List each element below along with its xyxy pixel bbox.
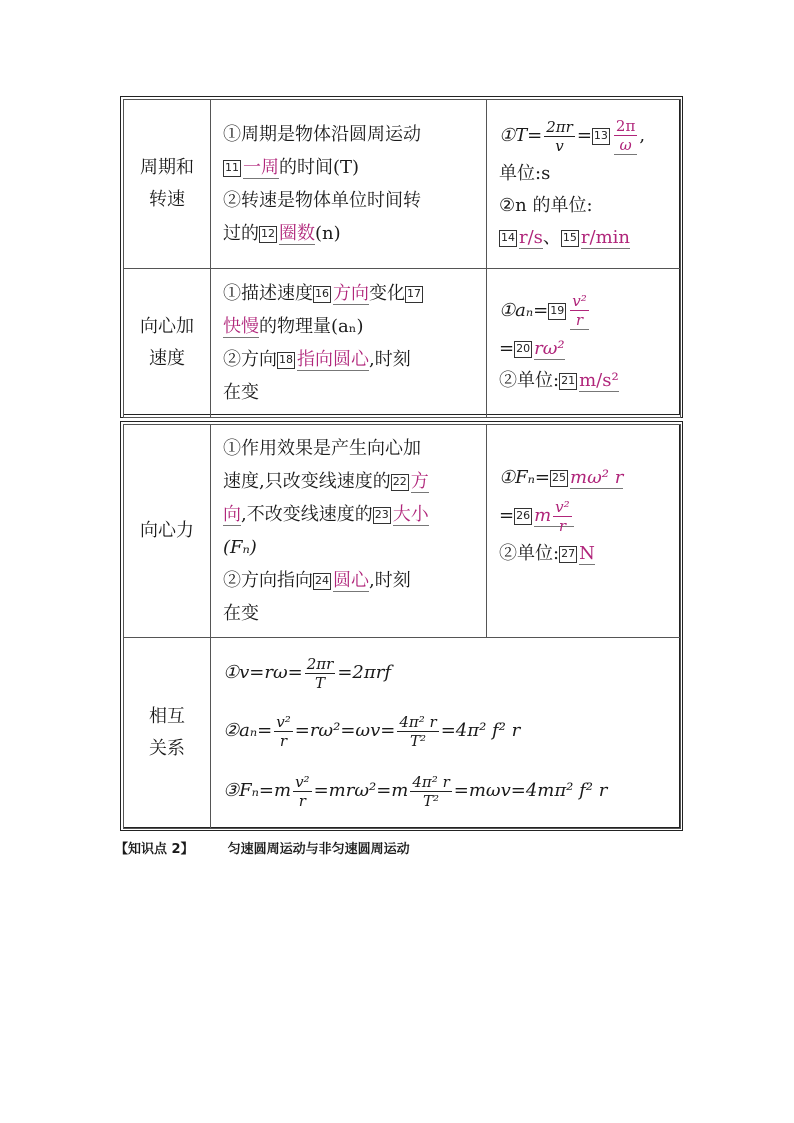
label-line: 转速 (149, 189, 185, 210)
row-description (211, 100, 487, 269)
blank-number: 20 (514, 341, 532, 358)
section-title: 匀速圆周运动与非匀速圆周运动 (227, 842, 410, 857)
formula-text: = (499, 338, 515, 359)
answer-blank: r/min (580, 227, 630, 248)
row-formula (487, 269, 681, 418)
blank-number: 26 (514, 508, 532, 525)
desc-line (223, 217, 478, 250)
label-line: 向心加 (140, 316, 194, 337)
fraction (553, 498, 572, 535)
answer-blank: 大小 (392, 504, 429, 525)
formula-line (499, 333, 672, 365)
answer-blank (534, 497, 574, 535)
row-label-period (124, 100, 211, 269)
answer-blank: 圆心 (333, 570, 369, 591)
answer-blank: 快慢 (223, 316, 259, 337)
formula-text: =4π² f² r (440, 720, 521, 741)
answer-blank: 向 (223, 504, 241, 525)
answer-blank: 一周 (243, 157, 279, 178)
blank-number: 14 (499, 230, 517, 247)
desc-text: ①描述速度 (223, 283, 313, 304)
formula-line: 单位:s (499, 163, 551, 184)
row-formula (487, 425, 681, 638)
answer-text: m (534, 505, 552, 526)
answer-blank: 圈数 (279, 223, 315, 244)
answer-blank: N (579, 543, 595, 564)
formula-line: ②n 的单位: (499, 195, 593, 216)
relations-formulas (211, 638, 681, 829)
label-line: 周期和 (140, 157, 194, 178)
fraction (305, 655, 336, 692)
answer-blank: 指向圆心 (297, 349, 369, 370)
desc-text: (n) (315, 223, 341, 244)
formula-line (499, 222, 672, 254)
formula-text: =2πrf (337, 662, 391, 683)
label-line: 向心力 (140, 520, 194, 541)
row-label-force (124, 425, 211, 638)
section-tag: 【知识点 2】 (115, 842, 194, 857)
blank-number: 18 (277, 352, 295, 369)
desc-text: ,时刻 (369, 349, 411, 370)
blank-number: 27 (559, 546, 577, 563)
fraction (410, 773, 451, 810)
formula-line (499, 494, 672, 538)
answer-blank: mω² r (570, 467, 624, 488)
answer-blank: 方向 (333, 283, 369, 304)
formula-text: =mrω²=m (313, 780, 409, 801)
formula-text: =mωv=4mπ² f² r (453, 780, 608, 801)
formula-text: ①Fₙ= (499, 467, 551, 488)
numerator: v² (572, 292, 587, 310)
blank-number: 17 (405, 286, 423, 303)
answer-blank: 方 (410, 471, 429, 492)
desc-line: ②转速是物体单位时间转 (223, 190, 421, 211)
denominator: r (575, 311, 584, 329)
formula-text: = (499, 505, 515, 526)
numerator: v² (276, 712, 291, 731)
denominator: r (298, 791, 306, 810)
row-formula (487, 100, 681, 269)
formula-text: ①aₙ= (499, 300, 549, 321)
fraction (544, 118, 575, 155)
label-line: 速度 (149, 348, 185, 369)
desc-text: ,不改变线速度的 (241, 504, 373, 525)
formula-text: ③Fₙ=m (223, 780, 292, 801)
knowledge-table-2 (123, 424, 681, 829)
desc-text: ②方向指向 (223, 570, 313, 591)
label-line: 相互 (149, 706, 185, 727)
desc-line: ①作用效果是产生向心加 (223, 438, 421, 459)
blank-number: 16 (313, 286, 331, 303)
desc-text: 的时间(T) (279, 157, 360, 178)
denominator: T (315, 673, 326, 692)
denominator: T² (423, 791, 440, 810)
desc-text: ②方向 (223, 349, 277, 370)
numerator: v² (555, 497, 570, 516)
formula-line (223, 701, 672, 761)
formula-line (499, 462, 672, 494)
row-label-relations (124, 638, 211, 829)
formula-text: =rω²=ωv= (294, 720, 396, 741)
numerator: 2πr (546, 117, 573, 136)
formula-text: 、 (542, 227, 561, 248)
numerator: 2πr (306, 654, 334, 673)
formula-line (223, 761, 672, 821)
row-description (211, 425, 487, 638)
fraction (397, 713, 438, 750)
fraction (293, 773, 312, 810)
section-heading (115, 838, 410, 857)
formula-text: ①v=rω= (223, 662, 303, 683)
answer-blank (614, 117, 637, 155)
desc-line: ①周期是物体沿圆周运动 (223, 124, 421, 145)
desc-line (223, 498, 478, 531)
desc-line (223, 310, 478, 343)
blank-number: 24 (313, 573, 331, 590)
desc-line: (Fₙ) (223, 537, 257, 558)
denominator: v (555, 136, 564, 155)
blank-number: 13 (592, 128, 610, 145)
blank-number: 22 (391, 474, 409, 491)
desc-text: 过的 (223, 223, 259, 244)
formula-text: ②单位: (499, 543, 560, 564)
answer-blank: m/s² (579, 370, 619, 391)
formula-line (499, 289, 672, 333)
table-row (124, 638, 681, 829)
desc-text: 的物理量(aₙ) (259, 316, 364, 337)
knowledge-table-1 (123, 99, 681, 418)
desc-text: ,时刻 (369, 570, 411, 591)
answer-blank: r/s (519, 227, 543, 248)
fraction (274, 713, 293, 750)
blank-number: 11 (223, 160, 241, 177)
desc-line (223, 151, 478, 184)
formula-line (499, 365, 672, 397)
desc-line (223, 564, 478, 597)
answer-blank (570, 292, 589, 330)
formula-line (499, 538, 672, 570)
numerator: 4π² r (399, 712, 437, 731)
formula-line (499, 114, 672, 158)
denominator: ω (619, 136, 632, 154)
row-label-acceleration (124, 269, 211, 418)
row-description (211, 269, 487, 418)
desc-line (223, 343, 478, 376)
denominator: T² (410, 731, 427, 750)
formula-text: , (639, 125, 646, 146)
answer-blank: rω² (534, 338, 565, 359)
formula-text: ①T= (499, 125, 543, 146)
table-row (124, 425, 681, 638)
numerator: v² (295, 772, 310, 791)
desc-line: 在变 (223, 603, 259, 624)
blank-number: 19 (548, 303, 566, 320)
table-row (124, 269, 681, 418)
desc-line (223, 465, 478, 498)
desc-text: 变化 (369, 283, 405, 304)
formula-text: ②aₙ= (223, 720, 273, 741)
desc-text: 速度,只改变线速度的 (223, 471, 391, 492)
desc-line (223, 277, 478, 310)
formula-line (223, 645, 672, 701)
formula-text: ②单位: (499, 370, 560, 391)
label-line: 关系 (149, 738, 185, 759)
table-row (124, 100, 681, 269)
blank-number: 21 (559, 373, 577, 390)
desc-line: 在变 (223, 382, 259, 403)
blank-number: 12 (259, 226, 277, 243)
denominator: r (279, 731, 288, 750)
blank-number: 25 (550, 470, 568, 487)
formula-text: = (576, 125, 592, 146)
blank-number: 15 (561, 230, 579, 247)
blank-number: 23 (373, 507, 391, 524)
numerator: 2π (615, 117, 636, 135)
numerator: 4π² r (412, 772, 450, 791)
denominator: r (558, 516, 566, 535)
